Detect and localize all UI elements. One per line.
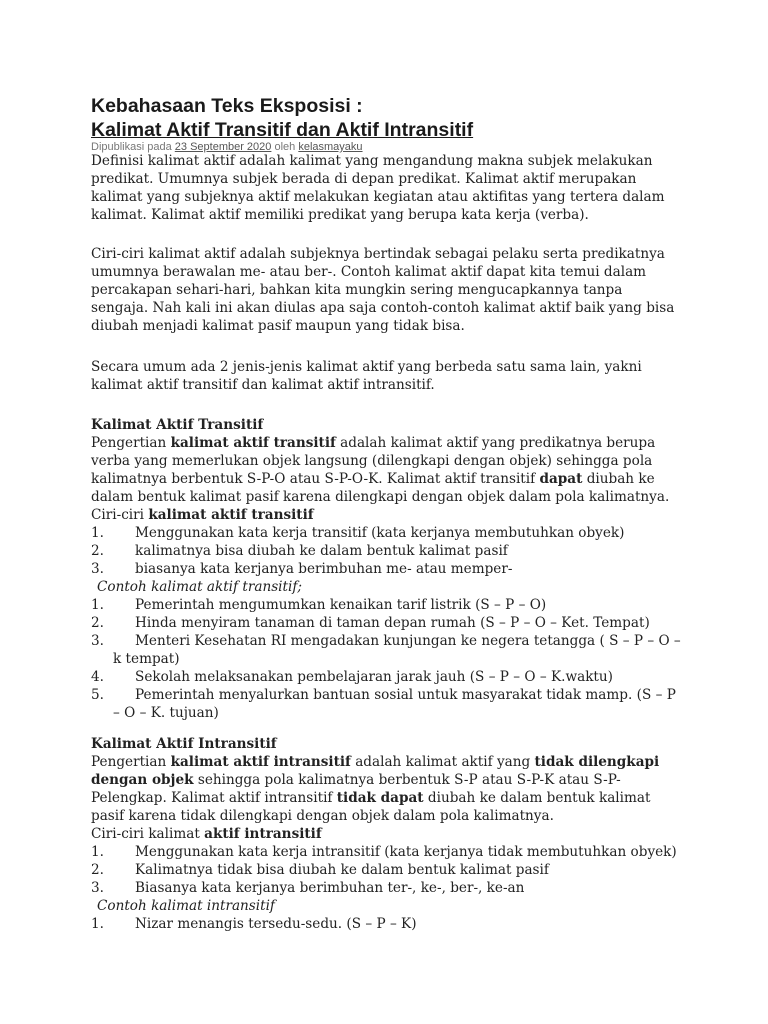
list-item: 3. Menteri Kesehatan RI mengadakan kunjungan ke negera tetangga ( S – P – O – k tempat) (91, 633, 681, 667)
list-item: 2. Kalimatnya tidak bisa diubah ke dalam bentuk kalimat pasif (91, 862, 549, 878)
page-title: Kebahasaan Teks Eksposisi : (91, 95, 363, 117)
list-item: 3. Biasanya kata kerjanya berimbuhan ter-, ke-, ber-, ke-an (91, 880, 525, 896)
publish-date-link[interactable]: 23 September 2020 (174, 141, 272, 153)
intro-paragraph-3: Secara umum ada 2 jenis-jenis kalimat aktif yang berbeda satu sama lain, yakni kalimat aktif transitif dan kalimat aktif intransitif. (91, 359, 642, 393)
intro-paragraph-2: Ciri-ciri kalimat aktif adalah subjeknya bertindak sebagai pelaku serta predikatnya umumnya berawalan me- atau ber-. Contoh kalimat aktif dapat kita temui dalam percakapan sehari-hari, bahkan kita mungkin sering mengucapkannya tanpa sengaja. Nah kali ini akan diulas apa saja contoh-contoh kalimat aktif baik yang bisa diubah menjadi kalimat pasif maupun yang tidak bisa. (91, 246, 675, 334)
intransitif-contoh-label: Contoh kalimat intransitif (97, 898, 275, 914)
intransitif-heading: Kalimat Aktif Intransitif (91, 736, 277, 752)
list-item: 2. kalimatnya bisa diubah ke dalam bentuk kalimat pasif (91, 543, 508, 559)
intransitif-ciri-label: Ciri-ciri kalimat aktif intransitif (91, 826, 322, 842)
transitif-section (91, 416, 681, 722)
transitif-heading: Kalimat Aktif Transitif (91, 417, 264, 433)
transitif-contoh-label: Contoh kalimat aktif transitif; (97, 579, 302, 595)
list-item: 4. Sekolah melaksanakan pembelajaran jarak jauh (S – P – O – K.waktu) (91, 669, 613, 685)
list-item: 1. Pemerintah mengumumkan kenaikan tarif listrik (S – P – O) (91, 597, 547, 613)
by-text: oleh (271, 141, 299, 153)
page-subtitle: Kalimat Aktif Transitif dan Aktif Intransitif (91, 119, 474, 141)
list-item: 1. Menggunakan kata kerja intransitif (kata kerjanya tidak membutuhkan obyek) (91, 844, 677, 860)
list-item: 3. biasanya kata kerjanya berimbuhan me- atau memper- (91, 561, 513, 577)
author-link[interactable]: kelasmayaku (298, 141, 363, 153)
list-item: 1. Nizar menangis tersedu-sedu. (S – P – K) (91, 916, 417, 932)
intro-paragraph-1: Definisi kalimat aktif adalah kalimat yang mengandung makna subjek melakukan predikat. Umumnya subjek berada di depan predikat. Kalimat aktif merupakan kalimat yang subjeknya aktif melakukan kegiatan atau aktifitas yang tertera dalam kalimat. Kalimat aktif memiliki predikat yang berupa kata kerja (verba). (91, 153, 665, 223)
list-item: 1. Menggunakan kata kerja transitif (kata kerjanya membutuhkan obyek) (91, 525, 625, 541)
intransitif-definition: Pengertian kalimat aktif intransitif adalah kalimat aktif yang tidak dilengkapi dengan objek sehingga pola kalimatnya berbentuk S-P atau S-P-K atau S-P-Pelengkap. Kalimat aktif intransitif tidak dapat diubah ke dalam bentuk kalimat pasif karena tidak dilengkapi dengan objek dalam pola kalimatnya. (91, 754, 660, 824)
transitif-ciri-label: Ciri-ciri kalimat aktif transitif (91, 507, 314, 523)
list-item: 2. Hinda menyiram tanaman di taman depan rumah (S – P – O – Ket. Tempat) (91, 615, 650, 631)
list-item: 5. Pemerintah menyalurkan bantuan sosial untuk masyarakat tidak mamp. (S – P – O – K. tujuan) (91, 687, 676, 721)
intransitif-section (91, 735, 681, 933)
published-prefix: Dipublikasi pada (91, 141, 175, 153)
transitif-definition: Pengertian kalimat aktif transitif adalah kalimat aktif yang predikatnya berupa verba yang memerlukan objek langsung (dilengkapi dengan objek) sehingga pola kalimatnya berbentuk S-P-O atau S-P-O-K. Kalimat aktif transitif dapat diubah ke dalam bentuk kalimat pasif karena dilengkapi dengan objek dalam pola kalimatnya. (91, 435, 670, 505)
